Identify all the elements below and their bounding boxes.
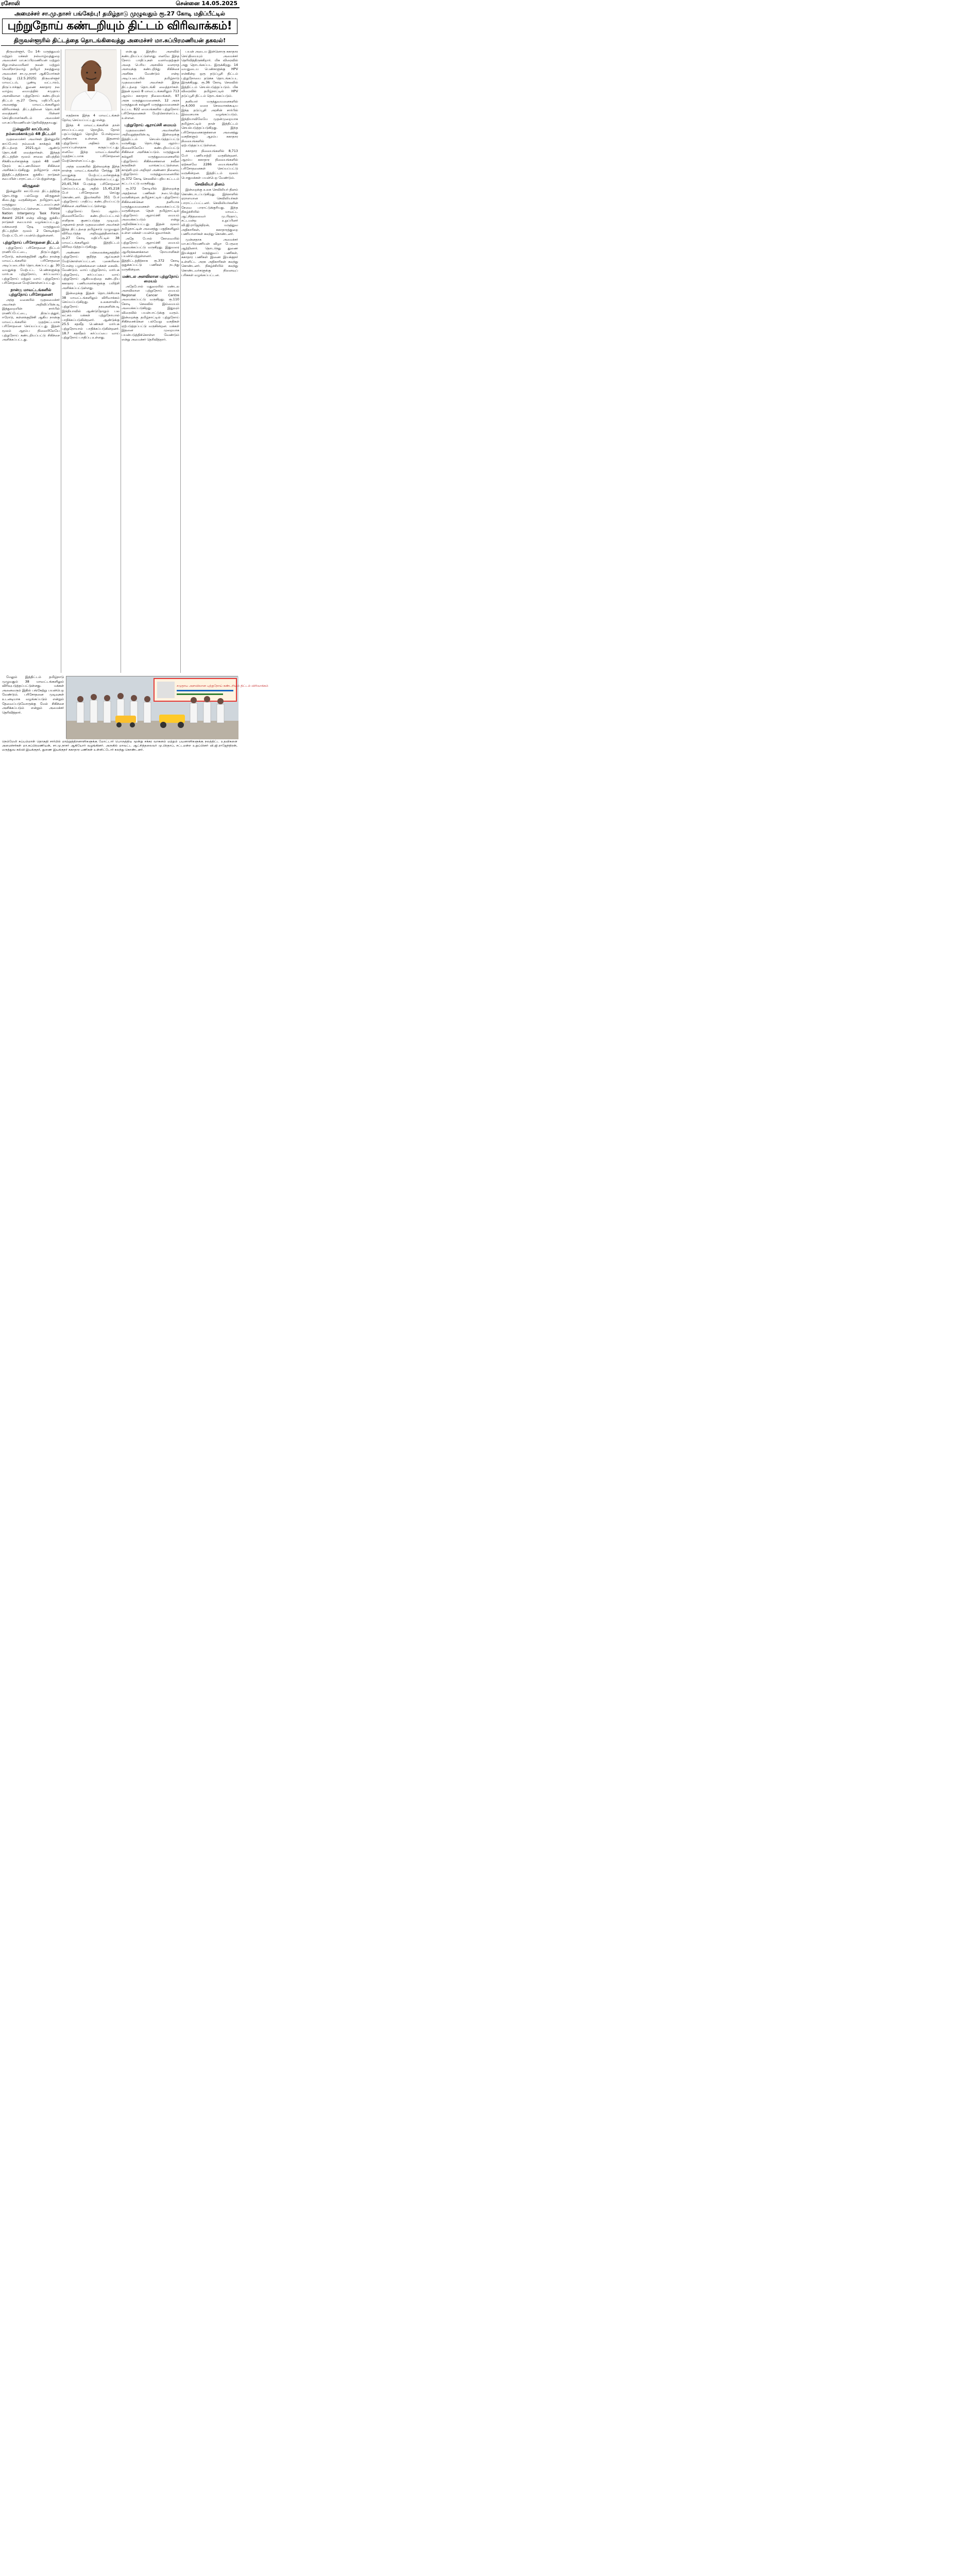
kicker-line: அமைச்சர் சா.மு.நாசர் பங்கேற்பு! தமிழ்நாடு முழுவதும் ரூ.27 கோடி மதிப்பீட்டில் bbox=[14, 10, 225, 17]
paragraph: முதலமைச்சர் அவர்கள் இன்னுயிர் காப்போம் நம்மைக் காக்கும் 48 திட்டத்தை 2021ஆம் ஆண்டு தொடங்கி வைத்தார்கள். இந்தத் திட்டத்தின் மூலம் சாலை விபத்தில் சிக்கியவர்களுக்கு முதல் 48 மணி நேரம் கட்டணமில்லா சிகிச்சை அளிக்கப்படுகிறது. தமிழ்நாடு அரசு இத்திட்டத்திற்காக ஐக்கிய நாடுகள் சபையின் பாராட்டைப் பெற்றுள்ளது. bbox=[2, 137, 60, 181]
paragraph: எதற்காக இந்த 4 மாவட்டங்கள் தேர்வு செய்யப்பட்டது என்று. bbox=[62, 113, 120, 122]
paragraph: ரூ.372 கோடியில் இன்றைக்கு அதற்கான பணிகள் நடைபெற்று வருகின்றன. தமிழ்நாட்டில் புற்றுநோய் சிகிச்சைக்கென தனியாக மருத்துவமனைகள் அமைக்கப்பட்டு வருகின்றன. தென் தமிழ்நாட்டில் புற்றுநோய் ஆராய்ச்சி மையம் அமைக்கப்படும் என்று அறிவிக்கப்பட்டது. இதன் மூலம் தமிழ்நாட்டின் அனைத்து பகுதிகளிலும் உள்ள மக்கள் பயன்பெறுவார்கள். bbox=[122, 187, 179, 235]
article-continuation bbox=[2, 675, 64, 739]
headline-box bbox=[2, 19, 237, 34]
article-column-1 bbox=[2, 49, 60, 673]
article-column-2 bbox=[62, 113, 120, 671]
paragraph: அண்ணா பல்கலைக்கழகத்தில் புற்றுநோய் குறித்த ஆய்வுகள் மேற்கொள்ளப்பட்டன. புகையிலை போன்ற பழக்கங்களை மக்கள் கைவிட வேண்டும். வாய் புற்றுநோய், மார்பக புற்றுநோய், கர்ப்பப்பை வாய் புற்றுநோய் ஆகியவற்றை கண்டறிய சுகாதார பணியாளர்களுக்கு பயிற்சி அளிக்கப்பட்டுள்ளது. bbox=[62, 250, 120, 290]
section-heading: விருதுகள் bbox=[22, 183, 40, 189]
photo-caption: நெம்மேலி சுப்பம்மாள் தொகுதி சார்பில் மாற்றுத்திறனாளிகளுக்கு மோட்டார் பொருத்திய மூன்று சக்கர வாகனம் மற்றும் பயனாளிகளுக்கு நலத்திட்ட உதவிகளை அமைச்சர்கள் மா.சுப்பிரமணியன், சா.மு.நாசர் ஆகியோர் வழங்கினர். அருகில் மாவட்ட ஆட்சித்தலைவர் மு.பிரதாப், சட்டமன்ற உறுப்பினர் வி.ஜி.ராஜேந்திரன், மருத்துவ கல்வி இயக்குநர், துணை இயக்குநர் சுகாதார பணிகள் உள்ளிட்டோர் கலந்து கொண்டனர். bbox=[2, 740, 237, 752]
publication-name: ரசோலி bbox=[1, 0, 20, 7]
article-column-4 bbox=[181, 49, 238, 673]
paragraph: இன்னுயிர் காப்போம் திட்டத்திற்கு தொடர்ந்து பல்வேறு விருதுகள் கிடைத்து வருகின்றன. தமிழ்நாட்டில் மருத்துவ கட்டமைப்புகள் மேம்படுத்தப்பட்டுள்ளன. United Nation Intergency Task Force Award 2024 என்ற விருது ஐக்கிய நாடுகள் சபையால் வழங்கப்பட்டது. மக்களைத் தேடி மருத்துவம் திட்டத்தின் மூலம் 2 கோடிக்கும் மேற்பட்டோர் பயன்பெற்றுள்ளனர். bbox=[2, 189, 60, 238]
paragraph: அந்த வகையில் முதலமைச்சர் அவர்கள் அறிவிப்பின்படி இத்துறையின் சார்பில் ராணிப்பேட்டை, திருப்பத்தூர், ஈரோடு, கள்ளக்குறிச்சி ஆகிய நான்கு மாவட்டங்களில் முதற்கட்டமாக பரிசோதனை செய்யப்பட்டது. இதன் மூலம் ஆரம்ப நிலையிலேயே புற்றுநோய் கண்டறியப்பட்டு சிகிச்சை அளிக்கப்பட்டது. bbox=[2, 297, 60, 342]
column-divider bbox=[180, 49, 181, 673]
paragraph: இந்த 4 மாவட்டங்களின் தான் சாயப்பட்டறை தொழில், தோல் பதப்படுத்தும் தொழில் போன்றவை அதிகமாக உள்ளன. இதனால் புற்றுநோய் அதிகம் ஏற்பட வாய்ப்புள்ளதாக கருதப்பட்டது. எனவே இந்த மாவட்டங்களில் முதற்கட்டமாக பரிசோதனை மேற்கொள்ளப்பட்டது. bbox=[62, 123, 120, 163]
paragraph: முதலமைச்சர் அவர்களின் அறிவுறுத்தலின்படி இன்றைக்கு இத்திட்டம் செயல்படுத்தப்பட்டு வருகிறது. தொடர்ந்து ஆரம்ப நிலையிலேயே கண்டறியப்பட்டு சிகிச்சை அளிக்கப்படும். மருத்துவக் கல்லூரி மருத்துவமனைகளில் புற்றுநோய் சிகிச்சைக்கான நவீன கருவிகள் வாங்கப்பட்டுள்ளன. காஞ்சிபுரம் அறிஞர் அண்ணா நினைவு புற்றுநோய் மருத்துவமனையில் ரூ.372 கோடி செலவில் புதிய கட்டடம் கட்டப்பட்டு வருகிறது. bbox=[122, 128, 179, 185]
paragraph: சுகாதார நிலையங்களில் 8,713 பேர் பணியாற்றி வருகின்றனர். ஆரம்ப சுகாதார நிலையங்களில் ஏற்கனவே 2286 மையங்களில் பரிசோதனைகள் செய்யப்பட்டு வருகின்றன. இத்திட்டம் மூலம் பொதுமக்கள் பயன்பெற வேண்டும். bbox=[181, 149, 238, 180]
section-heading: புற்றுநோய் ஆராய்ச்சி மையம் bbox=[124, 122, 177, 127]
paragraph: பயன் அடைய இன்னொரு சுகாதார செய்தியையும் அமைச்சர் தெரிவித்திருக்கிறார். மிக விரைவில் அது தொடங்கப்பட இருக்கிறது. 14 வயதுடைய பெண்களுக்கு HPV என்கின்ற ஒரு தடுப்பூசி திட்டம் புற்றுநோயை தடுக்க தொடங்கப்பட இருக்கிறது. ரூ.36 கோடி செலவில் இத்திட்டம் செயல்படுத்தப்படும். மிக விரைவில் தமிழ்நாட்டில் HPV தடுப்பூசி திட்டம் தொடங்கப்படும். bbox=[181, 49, 238, 98]
section-heading: நான்கு மாவட்டங்களில் புற்றுநோய் பரிசோதனை! bbox=[9, 287, 53, 297]
paragraph: திருவள்ளூர், மே 14- மருத்துவம் மற்றும் மக்கள் நல்வாழ்வுத்துறை அமைச்சர் மா.சுப்பிரமணியன் மற்றும் சிறுபான்மையினர் நலன் மற்றும் வெளிநாடுவாழ் தமிழர் நலத்துறை அமைச்சர் சா.மு.நாசர் ஆகியோர்கள் நேற்று (12.5.2025) திருவள்ளூர் மாவட்டம், பூண்டி வட்டாரம், திருப்பாச்சூர், துணை சுகாதார நல வாழ்வு மையத்தில் சமுதாய அளவிலான புற்றுநோய் கண்டறியும் திட்டம் ரூ.27 கோடி மதிப்பீட்டில் அனைத்து மாவட்டங்களிலும் விரிவாக்கத் திட்டத்தினை தொடங்கி வைத்தனர். பின்னர் செய்தியாளர்களிடம் அமைச்சர் மா.சுப்பிரமணியன் தெரிவித்ததாவது: bbox=[2, 49, 60, 125]
event-photo-illustration bbox=[66, 676, 268, 739]
paragraph: அதேபோல் மதுரையில் மண்டல அளவிலான புற்றுநோய் மையம் Regional Cancer Centre அமைக்கப்பட்டு வருகிறது. ரூ.110 கோடி செலவில் இம்மையம் அமைக்கப்படுகிறது. இதுவும் விரைவில் பயன்பாட்டுக்கு வரும். இன்றைக்கு தமிழ்நாட்டில் புற்றுநோய் சிகிச்சைக்கென பல்வேறு வசதிகள் ஏற்படுத்தப்பட்டு வருகின்றன. மக்கள் இதனை முறையாக பயன்படுத்திக்கொள்ள வேண்டும் என்று அமைச்சர் தெரிவித்தார். bbox=[122, 284, 179, 342]
paragraph: தனியார் மருத்துவமனைகளில் ரூ.4,000 வரை செலவாகக்கூடிய இந்த தடுப்பூசி அரசின் சார்பில் இலவசமாக வழங்கப்படும். இந்தியாவிலேயே முதன்முறையாக தமிழ்நாட்டில் தான் இத்திட்டம் செயல்படுத்தப்படுகிறது. இந்த பரிசோதனைகளுக்கான அனைத்து வசதிகளும் ஆரம்ப சுகாதார நிலையங்களில் ஏற்படுத்தப்பட்டுள்ளன. bbox=[181, 99, 238, 148]
paragraph: இன்றைக்கு உலக செவிலியர் தினம் கொண்டாடப்படுகிறது. இந்நாளில் ஏராளமான செவிலியர்கள் பாராட்டப்பட்டனர். செவிலியர்களின் சேவை பாராட்டுக்குரியது. இந்த நிகழ்ச்சியில் மாவட்ட ஆட்சித்தலைவர் மு.பிரதாப், சட்டமன்ற உறுப்பினர் வி.ஜி.ராஜேந்திரன், மருத்துவ அதிகாரிகள், சுகாதாரத்துறை பணியாளர்கள் கலந்து கொண்டனர். bbox=[181, 188, 238, 236]
masthead bbox=[0, 0, 240, 8]
main-headline: புற்றுநோய் கண்டறியும் திட்டம் விரிவாக்கம்! bbox=[7, 20, 232, 32]
paragraph: புற்றுநோய் பரிசோதனை திட்டம் ராணிப்பேட்டை, திருப்பத்தூர், ஈரோடு, கள்ளக்குறிச்சி ஆகிய நான்கு மாவட்டங்களில் பரிசோதனை அடிப்படையில் தொடங்கப்பட்டது. 30 வயதுக்கு மேற்பட்ட பெண்களுக்கு மார்பக புற்றுநோய், கர்ப்பவாய் புற்றுநோய் மற்றும் வாய் புற்றுநோய் பரிசோதனை மேற்கொள்ளப்பட்டது. bbox=[2, 245, 60, 285]
event-photo bbox=[66, 676, 268, 739]
section-heading: மண்டல அளவிலான புற்றுநோய் மையம் bbox=[122, 274, 179, 283]
portrait-illustration bbox=[65, 50, 117, 111]
article-column-3 bbox=[122, 49, 179, 673]
section-heading: புற்றுநோய் பரிசோதனை திட்டம் bbox=[3, 240, 59, 245]
divider bbox=[1, 45, 238, 46]
paragraph: இன்றைக்கு இதன் தொடர்ச்சியாக 38 மாவட்டங்களிலும் விரிவாக்கம் செய்யப்படுகிறது. உலகளாவிய புற்றுநோய் தரவுகளின்படி இந்தியாவில் ஆண்டுதோறும் பல லட்சம் மக்கள் புற்றுநோயால் பாதிக்கப்படுகின்றனர். ஆண்டுக்கு 25.5 சதவீத பெண்கள் மார்பக புற்றுநோயால் பாதிக்கப்படுகின்றனர். 18.7 சதவீதம் கர்ப்பப்பை வாய் புற்றுநோய் பாதிப்பு உள்ளது. bbox=[62, 291, 120, 340]
city-date: சென்னை 14.05.2025 bbox=[176, 0, 237, 7]
paragraph: மேலும் இத்திட்டம் தமிழ்நாடு முழுவதும் 38 மாவட்டங்களிலும் விரிவுபடுத்தப்பட்டுள்ளது. மக்கள் அனைவரும் இதில் பங்கேற்று பயன்பெற வேண்டும். பரிசோதனை முடிவுகள் உடனடியாக வழங்கப்படும் என்றும் தேவைப்படுவோருக்கு மேல் சிகிச்சை அளிக்கப்படும் என்றும் அமைச்சர் தெரிவித்தார். bbox=[2, 675, 64, 715]
section-heading: இன்னுயிர் காப்போம் நம்மைக்காக்கும் 48 திட்டம்! bbox=[6, 127, 56, 137]
banner-text: சமுதாய அளவிலான புற்றுநோய் கண்டறியும் திட்டம் விரிவாக்கம் bbox=[177, 684, 268, 688]
paragraph: புற்றுநோய் நோய் ஆரம்ப நிலையிலேயே கண்டறியப்பட்டால் எளிதாக குணப்படுத்த முடியும். அதனால் தான் முதலமைச்சர் அவர்கள் இந்த திட்டத்தை தமிழ்நாடு முழுவதும் விரிவுபடுத்த அறிவுறுத்தினார்கள். ரூ.27 கோடி மதிப்பீட்டில் 38 மாவட்டங்களிலும் இத்திட்டம் விரிவுபடுத்தப்படுகிறது. bbox=[62, 209, 120, 249]
paragraph: முன்னதாக அமைச்சர் மா.சுப்பிரமணியன் விழா பேருரை ஆற்றினார். தொடர்ந்து துணை இயக்குநர் மருத்துவப் பணிகள், சுகாதார பணிகள் இணை இயக்குநர் உள்ளிட்ட அரசு அதிகாரிகள் கலந்து கொண்டனர். நிகழ்ச்சியில் கலந்து கொண்டவர்களுக்கு நினைவுப் பரிசுகள் வழங்கப்பட்டன. bbox=[181, 237, 238, 277]
sub-headline: திருவள்ளூரில் திட்டத்தை தொடங்கிவைத்து அமைச்சர் மா.சுப்பிரமணியன் தகவல்! bbox=[13, 37, 226, 44]
paragraph: அந்த வகையில் இன்றைக்கு இந்த நான்கு மாவட்டங்களில் சேர்த்து 18 வயதுக்கு மேற்பட்டவர்களுக்கு பரிசோதனை மேற்கொள்ளப்பட்டது. 20,45,764 பேருக்கு பரிசோதனை செய்யப்பட்டது. அதில் 15,45,218 பேர் பரிசோதனை செய்து கொண்டனர். இவர்களில் 351 பேர் புற்றுநோய் பாதிப்பு கண்டறியப்பட்டு சிகிச்சை அளிக்கப்பட்டுள்ளது. bbox=[62, 164, 120, 208]
paragraph: அதே போல் கோவையில் புற்றுநோய் ஆராய்ச்சி மையம் அமைக்கப்பட்டு வருகிறது. இதுவரை ஆயிரக்கணக்கான நோயாளிகள் பயன்பெற்றுள்ளனர். இத்திட்டத்திற்காக ரூ.372 கோடி ஒதுக்கப்பட்டு பணிகள் நடந்து வருகின்றன. bbox=[122, 236, 179, 272]
section-heading: செவிலியர் தினம் bbox=[195, 182, 225, 187]
minister-portrait bbox=[65, 49, 116, 110]
paragraph: என்பது இந்திய அளவில் கண்டறியப்பட்டுள்ளது. எனவே இந்த நோய் பாதிப்புகள் வளர்வதற்குள் அதை பெரிய அளவில் வளராத அளவுக்கு கண்டறிந்து சிகிச்சை அளிக்க வேண்டும் என்ற அடிப்படையில் தமிழ்நாடு முதலமைச்சர் அவர்கள் இந்த திட்டத்தை தொடங்கி வைத்தார்கள். இதன் மூலம் 8 மாவட்டங்களிலும் 713 ஆரம்ப சுகாதார நிலையங்கள், 97 அரசு மருத்துவமனைகள், 12 அரசு மருத்துவக் கல்லூரி மருத்துவமனைகள் உட்பட 822 மையங்களில் புற்றுநோய் பரிசோதனைகள் மேற்கொள்ளப்பட உள்ளன. bbox=[122, 49, 179, 120]
